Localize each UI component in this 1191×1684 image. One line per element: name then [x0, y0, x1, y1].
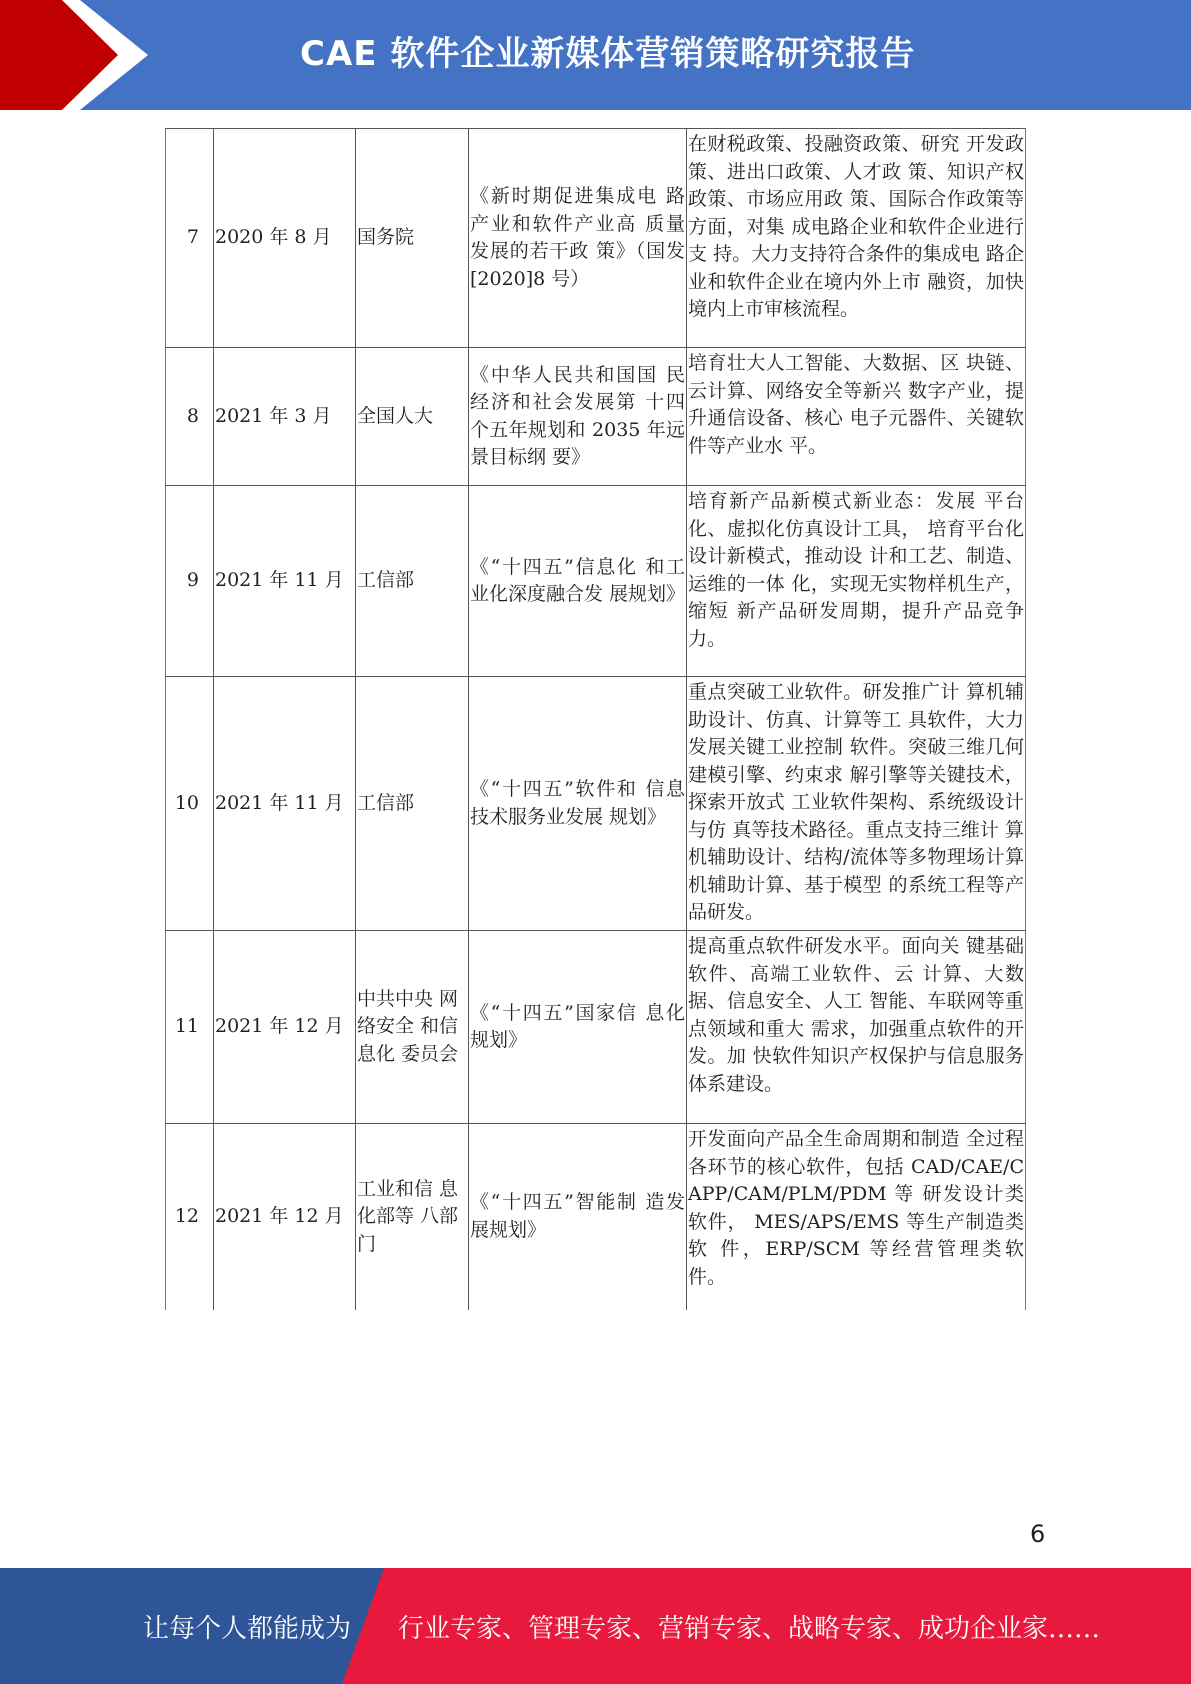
page-header	[0, 0, 1191, 110]
row-date: 2021 年 3 月	[214, 348, 356, 486]
table-row	[166, 486, 1026, 677]
row-document: 《“十四五”智能制 造发展规划》	[469, 1124, 687, 1310]
page-number: 6	[1030, 1520, 1046, 1548]
row-content: 培育新产品新模式新业态：发展 平台化、虚拟化仿真设计工具， 培育平台化设计新模式，推动设 计和工艺、制造、运维的一体 化，实现无实物样机生产，缩短 新产品研发周期，提升产品竞争 力。	[687, 486, 1026, 677]
header-arrow-decoration	[0, 0, 160, 110]
row-organization: 中共中央 网络安全 和信息化 委员会	[356, 931, 469, 1124]
page-footer	[0, 1568, 1191, 1684]
row-document: 《“十四五”信息化 和工业化深度融合发 展规划》	[469, 486, 687, 677]
row-number: 9	[166, 486, 214, 677]
row-organization: 工业和信 息化部等 八部门	[356, 1124, 469, 1310]
row-date: 2021 年 12 月	[214, 931, 356, 1124]
row-number: 7	[166, 129, 214, 348]
table-row	[166, 677, 1026, 931]
document-title: CAE 软件企业新媒体营销策略研究报告	[300, 34, 916, 74]
row-document: 《中华人民共和国国 民经济和社会发展第 十四个五年规划和 2035 年远景目标纲 要》	[469, 348, 687, 486]
row-number: 12	[166, 1124, 214, 1310]
row-content: 开发面向产品全生命周期和制造 全过程各环节的核心软件，包括 CAD/CAE/CAPP/CAM/PLM/PDM 等 研发设计类软件， MES/APS/EMS 等生产制造类软 件，ERP/SCM 等经营管理类软 件。	[687, 1124, 1026, 1310]
footer-slogan-left: 让每个人都能成为	[143, 1614, 352, 1644]
table-row	[166, 348, 1026, 486]
row-content: 重点突破工业软件。研发推广计 算机辅助设计、仿真、计算等工 具软件，大力发展关键工业控制 软件。突破三维几何建模引擎、约束求 解引擎等关键技术，探索开放式 工业软件架构、系统级设计与仿 真等技术路径。重点支持三维计 算机辅助设计、结构/流体等多物理场计算机辅助计算、基于模型 的系统工程等产品研发。	[687, 677, 1026, 931]
row-document: 《“十四五”软件和 信息技术服务业发展 规划》	[469, 677, 687, 931]
row-number: 8	[166, 348, 214, 486]
table-row	[166, 129, 1026, 348]
policy-table	[165, 128, 1026, 1310]
row-date: 2020 年 8 月	[214, 129, 356, 348]
row-content: 培育壮大人工智能、大数据、区 块链、云计算、网络安全等新兴 数字产业，提升通信设备、核心 电子元器件、关键软件等产业水 平。	[687, 348, 1026, 486]
row-content: 提高重点软件研发水平。面向关 键基础软件、高端工业软件、云 计算、大数据、信息安全、人工 智能、车联网等重点领域和重大 需求，加强重点软件的开发。加 快软件知识产权保护与信息服务 体系建设。	[687, 931, 1026, 1124]
row-date: 2021 年 11 月	[214, 486, 356, 677]
row-organization: 全国人大	[356, 348, 469, 486]
row-organization: 国务院	[356, 129, 469, 348]
row-date: 2021 年 11 月	[214, 677, 356, 931]
row-document: 《“十四五”国家信 息化规划》	[469, 931, 687, 1124]
row-date: 2021 年 12 月	[214, 1124, 356, 1310]
row-number: 11	[166, 931, 214, 1124]
table-row	[166, 1124, 1026, 1310]
row-organization: 工信部	[356, 486, 469, 677]
row-number: 10	[166, 677, 214, 931]
row-organization: 工信部	[356, 677, 469, 931]
row-document: 《新时期促进集成电 路产业和软件产业高 质量发展的若干政 策》（国发[2020]8 号）	[469, 129, 687, 348]
table-row	[166, 931, 1026, 1124]
row-content: 在财税政策、投融资政策、研究 开发政策、进出口政策、人才政 策、知识产权政策、市场应用政 策、国际合作政策等方面，对集 成电路企业和软件企业进行支 持。大力支持符合条件的集成电 路企业和软件企业在境内外上市 融资，加快境内上市审核流程。	[687, 129, 1026, 348]
footer-slogan-right: 行业专家、管理专家、营销专家、战略专家、成功企业家……	[398, 1614, 1101, 1644]
